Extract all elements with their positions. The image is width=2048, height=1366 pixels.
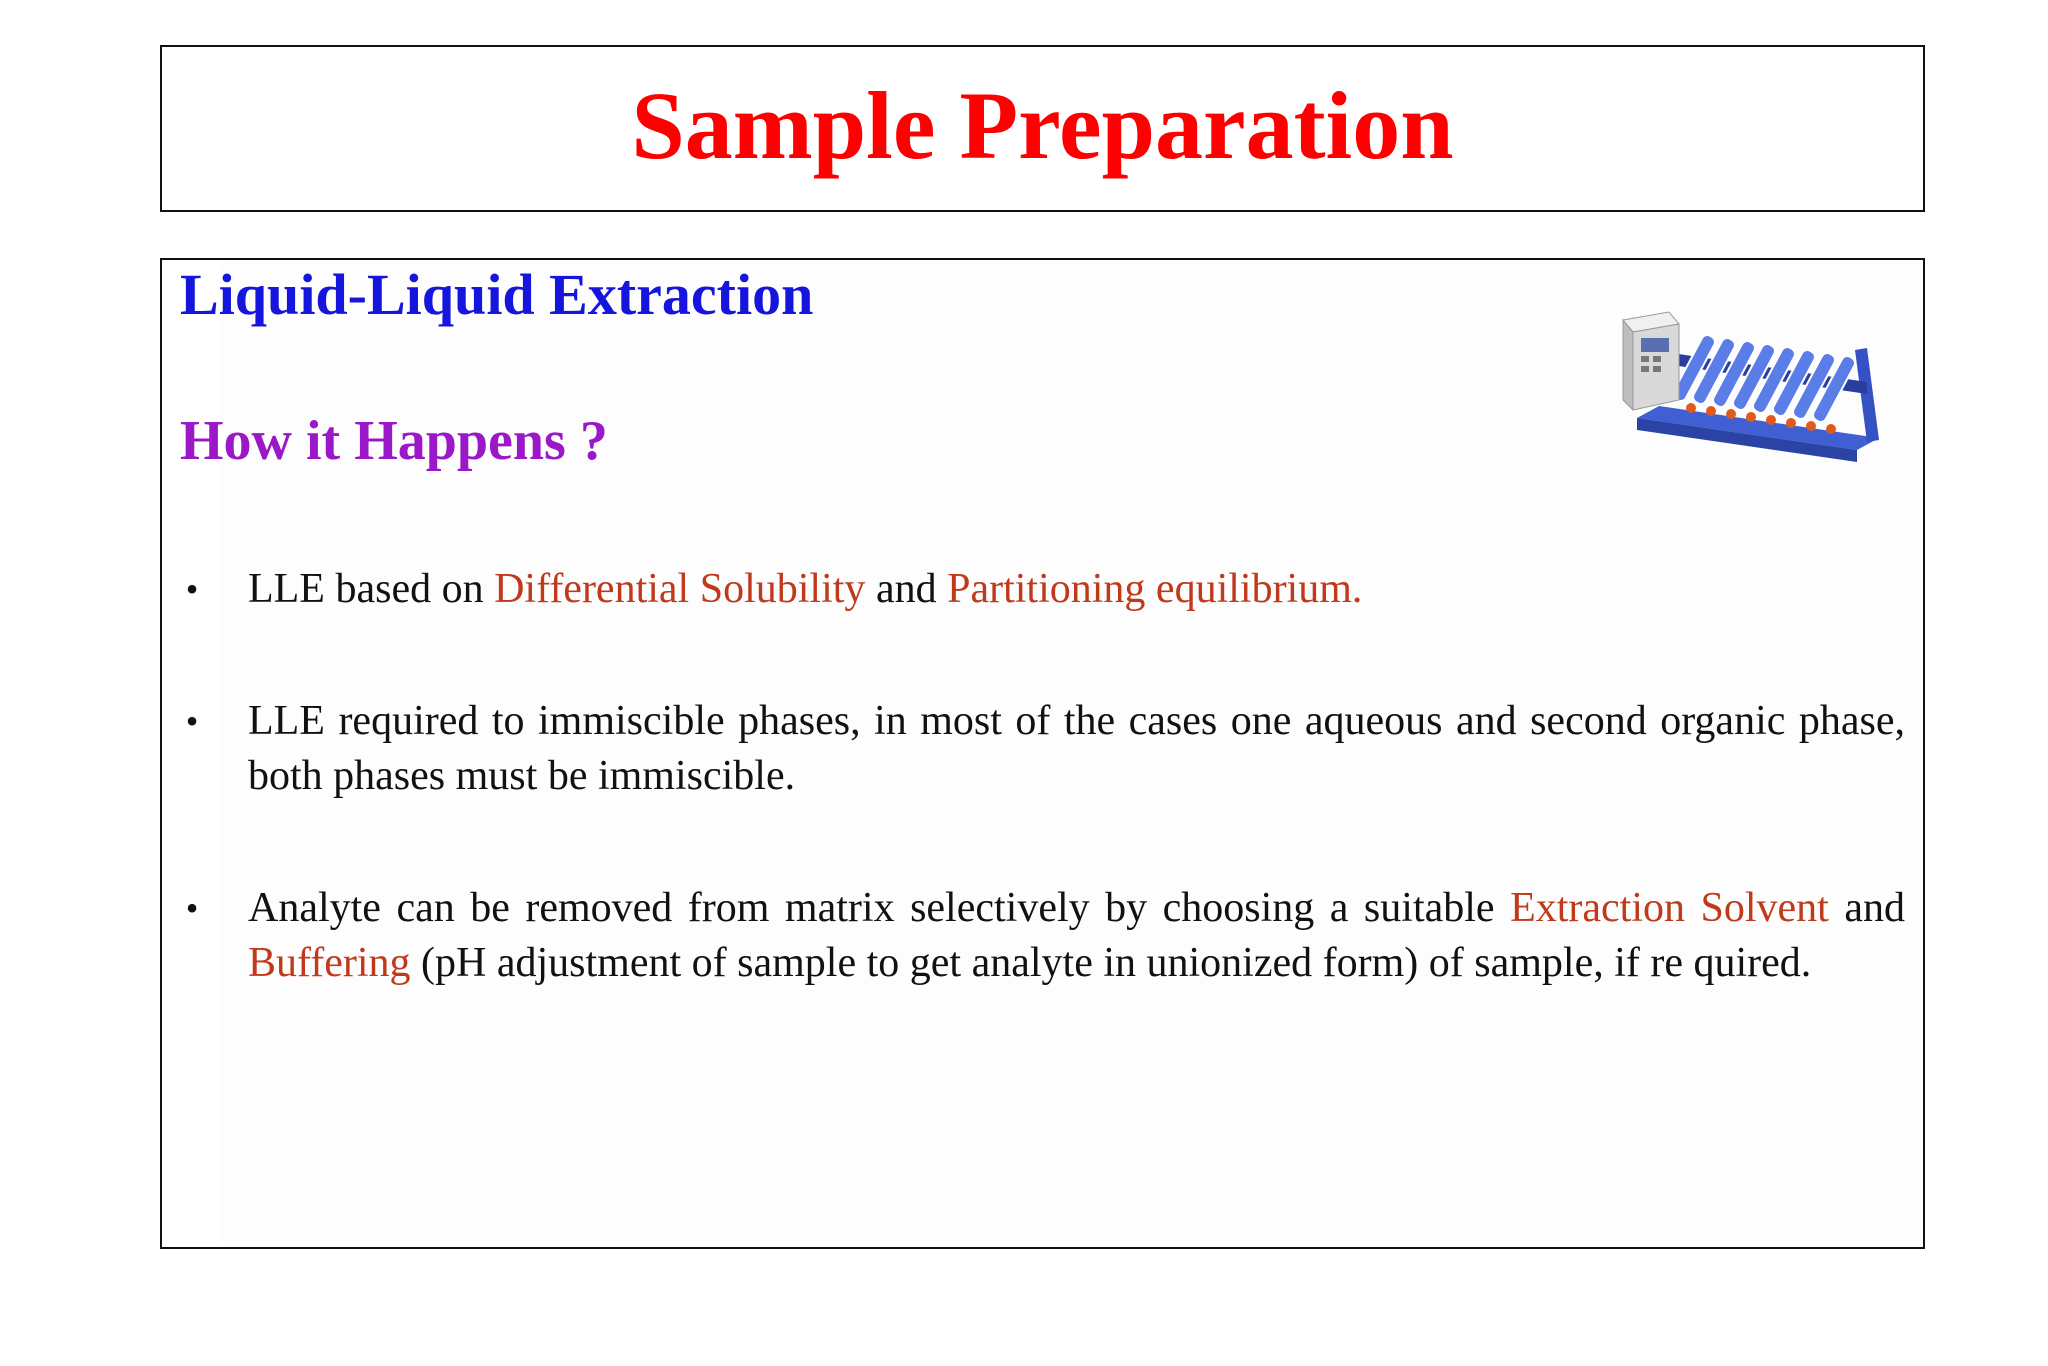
content-box [160, 258, 1925, 1249]
bullet-text: and [1828, 885, 1905, 931]
list-item [180, 694, 1905, 804]
list-item [180, 562, 1905, 617]
bullet-marker: • [185, 701, 199, 741]
title-box [160, 45, 1925, 212]
bullet-marker: • [185, 569, 199, 609]
slide-title: Sample Preparation [631, 71, 1454, 179]
section-title: Liquid-Liquid Extraction [180, 262, 814, 327]
subtitle: How it Happens ? [180, 410, 608, 472]
bullet-text: Analyte can be removed from matrix selectively by choosing a suitable [248, 885, 1511, 931]
bullet-text: LLE based on [248, 566, 495, 612]
bullet-text: (pH adjustment of sample to get analyte in unionized form) of sample, if re quired. [410, 940, 1812, 986]
highlight-text: Partitioning equilibrium. [947, 566, 1363, 612]
bullet-text: and [865, 566, 948, 612]
highlight-text: Differential Solubility [494, 566, 866, 612]
bullet-text: LLE required to immiscible phases, in most of the cases one aqueous and second organic phase, both phases must be immiscible. [248, 698, 1905, 799]
bullet-list [180, 562, 1905, 1068]
highlight-text: Extraction Solvent [1510, 885, 1829, 931]
highlight-text: Buffering [248, 940, 411, 986]
rotary-extractor-icon [1617, 290, 1907, 470]
bullet-marker: • [185, 888, 199, 928]
list-item [180, 881, 1905, 991]
